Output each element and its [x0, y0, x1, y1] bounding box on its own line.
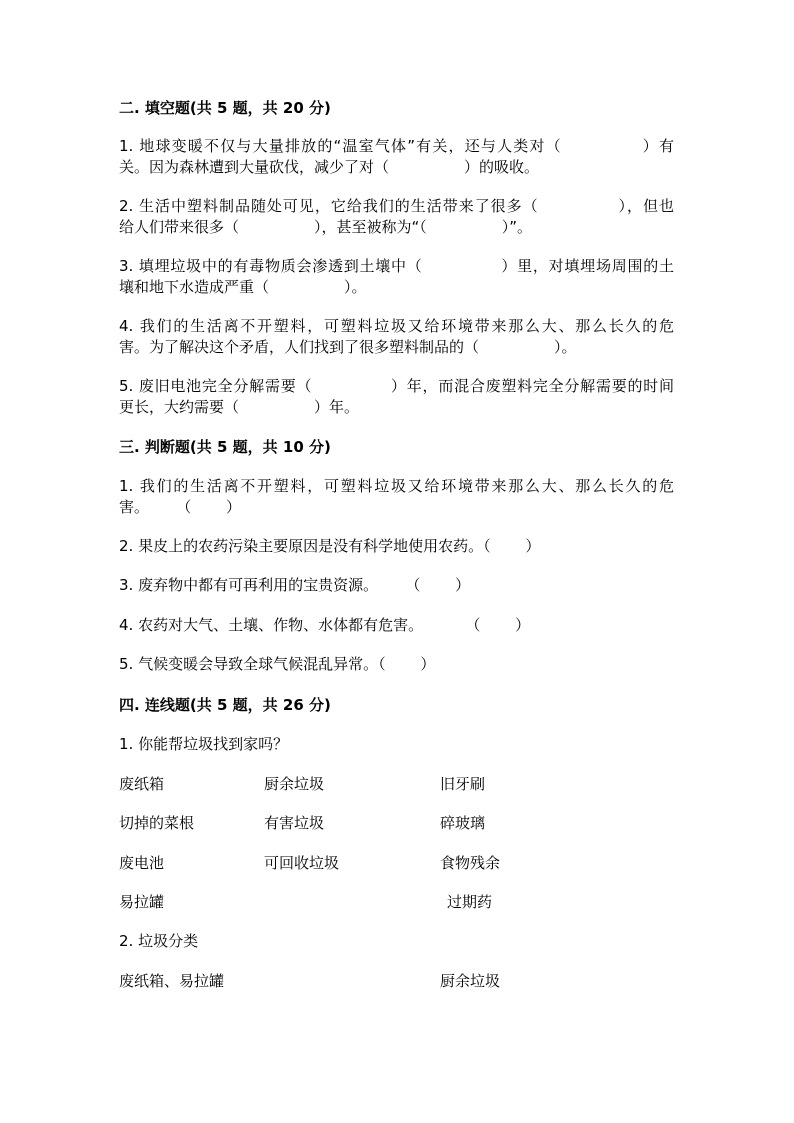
fill-question-2	[119, 196, 674, 238]
fill-question-4-line-2: 害。为了解决这个矛盾，人们找到了很多塑料制品的（ ）。	[119, 338, 577, 356]
match-left-item: 易拉罐	[119, 893, 165, 911]
fill-question-5-line-1: 5. 废旧电池完全分解需要（ ）年，而混合废塑料完全分解需要的时间	[119, 377, 674, 395]
fill-question-5	[119, 376, 674, 418]
section-4-title: 四. 连线题(共 5 题，共 26 分)	[119, 696, 331, 714]
fill-question-3-line-1: 3. 填埋垃圾中的有毒物质会渗透到土壤中（ ）里，对填埋场周围的土	[119, 257, 674, 275]
judge-question-1	[119, 476, 674, 518]
fill-question-5-line-2: 更长，大约需要（ ）年。	[119, 398, 360, 416]
match-middle-item: 有害垃圾	[264, 814, 325, 832]
fill-question-2-line-1: 2. 生活中塑料制品随处可见，它给我们的生活带来了很多（ ），但也	[119, 197, 674, 215]
match-right-item: 食物残余	[440, 854, 501, 872]
match-right-item: 旧牙刷	[440, 775, 486, 793]
match-question-2-prompt: 2. 垃圾分类	[119, 932, 199, 950]
judge-question-3-text: 3. 废弃物中都有可再利用的宝贵资源。 （ ）	[119, 576, 471, 594]
judge-question-1-line-1: 1. 我们的生活离不开塑料，可塑料垃圾又给环境带来那么大、那么长久的危	[119, 477, 674, 495]
judge-question-4-text: 4. 农药对大气、土壤、作物、水体都有危害。 （ ）	[119, 616, 531, 634]
match-right-item: 过期药	[447, 893, 493, 911]
fill-question-2-line-2: 给人们带来很多（ ），甚至被称为“（ ）”。	[119, 218, 533, 236]
section-2-title: 二. 填空题(共 5 题，共 20 分)	[119, 99, 331, 117]
section-3-title: 三. 判断题(共 5 题，共 10 分)	[119, 438, 331, 456]
fill-question-4	[119, 316, 674, 358]
judge-question-1-line-2: 害。 （ ）	[119, 498, 242, 516]
judge-question-2	[119, 536, 674, 557]
fill-question-3	[119, 256, 674, 298]
match-middle-item: 可回收垃圾	[264, 854, 340, 872]
judge-question-3	[119, 575, 674, 596]
match-left-item: 废纸箱	[119, 775, 165, 793]
fill-question-1-line-1: 1. 地球变暖不仅与大量排放的“温室气体”有关，还与人类对（ ）有	[119, 137, 674, 155]
fill-question-4-line-1: 4. 我们的生活离不开塑料，可塑料垃圾又给环境带来那么大、那么长久的危	[119, 317, 674, 335]
match-left-item: 废纸箱、易拉罐	[119, 972, 225, 990]
fill-question-1-line-2: 关。因为森林遭到大量砍伐，减少了对（ ）的吸收。	[119, 158, 540, 176]
match-left-item: 废电池	[119, 854, 165, 872]
fill-question-3-line-2: 壤和地下水造成严重（ ）。	[119, 278, 367, 296]
match-right-item: 碎玻璃	[440, 814, 486, 832]
match-question-1-prompt: 1. 你能帮垃圾找到家吗？	[119, 735, 289, 753]
judge-question-4	[119, 615, 674, 636]
match-middle-item: 厨余垃圾	[264, 775, 325, 793]
fill-question-1	[119, 136, 674, 178]
judge-question-5	[119, 654, 674, 675]
match-left-item: 切掉的菜根	[119, 814, 195, 832]
match-right-item: 厨余垃圾	[440, 972, 501, 990]
judge-question-5-text: 5. 气候变暖会导致全球气候混乱异常。（ ）	[119, 655, 436, 673]
judge-question-2-text: 2. 果皮上的农药污染主要原因是没有科学地使用农药。（ ）	[119, 537, 541, 555]
